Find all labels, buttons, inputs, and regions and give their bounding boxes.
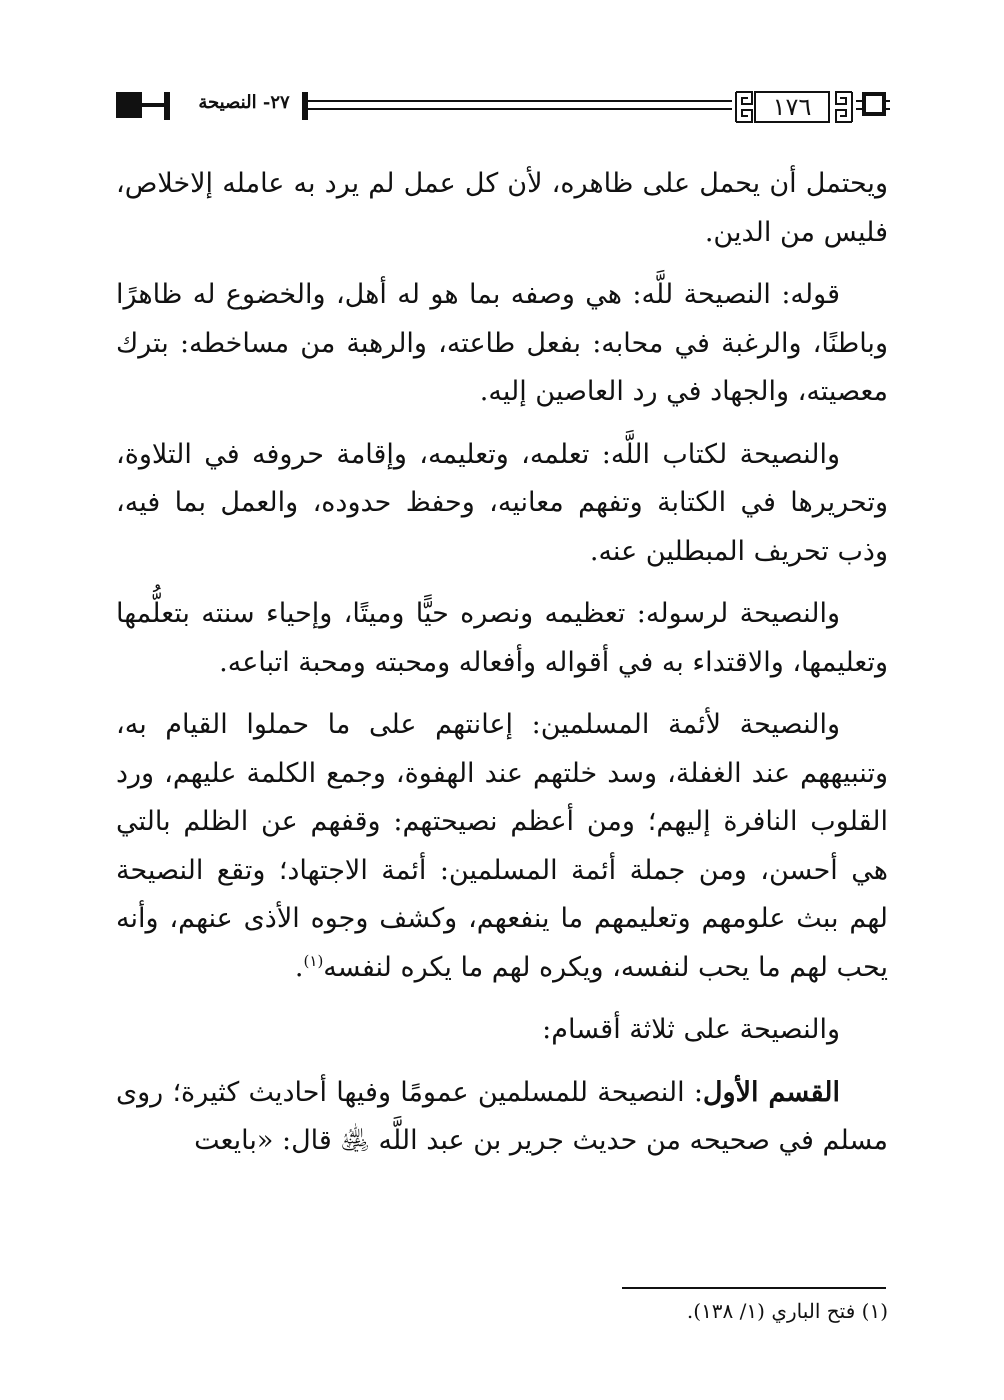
footnote: (١) فتح الباري (١/ ١٣٨). bbox=[686, 1299, 888, 1323]
knot-ornament-right-icon bbox=[834, 90, 854, 124]
paragraph-1: ويحتمل أن يحمل على ظاهره، لأن كل عمل لم يرد به عامله إلاخلاص، فليس من الدين. bbox=[116, 168, 888, 248]
paragraph-6: والنصيحة على ثلاثة أقسام: bbox=[542, 1014, 840, 1045]
page-number: ١٧٦ bbox=[754, 91, 830, 123]
footnote-separator bbox=[622, 1287, 886, 1289]
section-label: القسم الأول bbox=[702, 1076, 840, 1108]
knot-ornament-left-icon bbox=[734, 90, 754, 124]
header-ornament-right bbox=[862, 92, 886, 116]
paragraph-7-text: : النصيحة للمسلمين عمومًا وفيها أحاديث كثيرة؛ روى مسلم في صحيحه من حديث جرير بن عبد اللَّه ﵁ قال: «بايعت bbox=[116, 1076, 888, 1156]
page-body bbox=[116, 160, 888, 1180]
paragraph-7 bbox=[116, 1069, 888, 1166]
page-header bbox=[116, 88, 886, 128]
header-title-bar-left bbox=[164, 92, 170, 120]
paragraph-2: قوله: النصيحة للَّه: هي وصفه بما هو له أهل، والخضوع له ظاهرًا وباطنًا، والرغبة في محابه: بفعل طاعته، والرهبة من مساخطه: بترك معصيته، والجهاد في رد العاصين إليه. bbox=[116, 279, 888, 407]
paragraph-5-end: . bbox=[294, 951, 304, 983]
header-rule-middle-bottom bbox=[308, 108, 732, 110]
chapter-title: ٢٧- النصيحة bbox=[188, 92, 300, 113]
footnote-reference: (١) bbox=[303, 951, 324, 970]
paragraph-4: والنصيحة لرسوله: تعظيمه ونصره حيًّا وميتًا، وإحياء سنته بتعلُّمها وتعليمها، والاقتداء به في أقواله وأفعاله ومحبته ومحبة اتباعه. bbox=[116, 598, 888, 678]
paragraph-3: والنصيحة لكتاب اللَّه: تعلمه، وتعليمه، وإقامة حروفه في التلاوة، وتحريرها في الكتابة وتفهم معانيه، وحفظ حدوده، والعمل بما فيه، وذب تحريف المبطلين عنه. bbox=[116, 438, 888, 567]
header-rule-middle-top bbox=[308, 100, 732, 102]
header-title-bar-right bbox=[302, 92, 308, 120]
header-ornament-left bbox=[116, 92, 142, 118]
header-rule-left bbox=[142, 103, 164, 107]
paragraph-5-text: والنصيحة لأئمة المسلمين: إعانتهم على ما حملوا القيام به، وتنبيههم عند الغفلة، وسد خلتهم عند الهفوة، وجمع الكلمة عليهم، ورد القلوب النافرة إليهم؛ ومن أعظم نصيحتهم: وقفهم عن الظلم بالتي هي أحسن، ومن جملة أئمة المسلمين: أئمة الاجتهاد؛ وتقع النصيحة لهم ببث علومهم وتعليمهم ما ينفعهم، وكشف وجوه الأذى عنهم، وأنه يحب لهم ما يحب لنفسه، ويكره لهم ما يكره لنفسه bbox=[116, 709, 888, 983]
paragraph-5 bbox=[116, 701, 888, 992]
